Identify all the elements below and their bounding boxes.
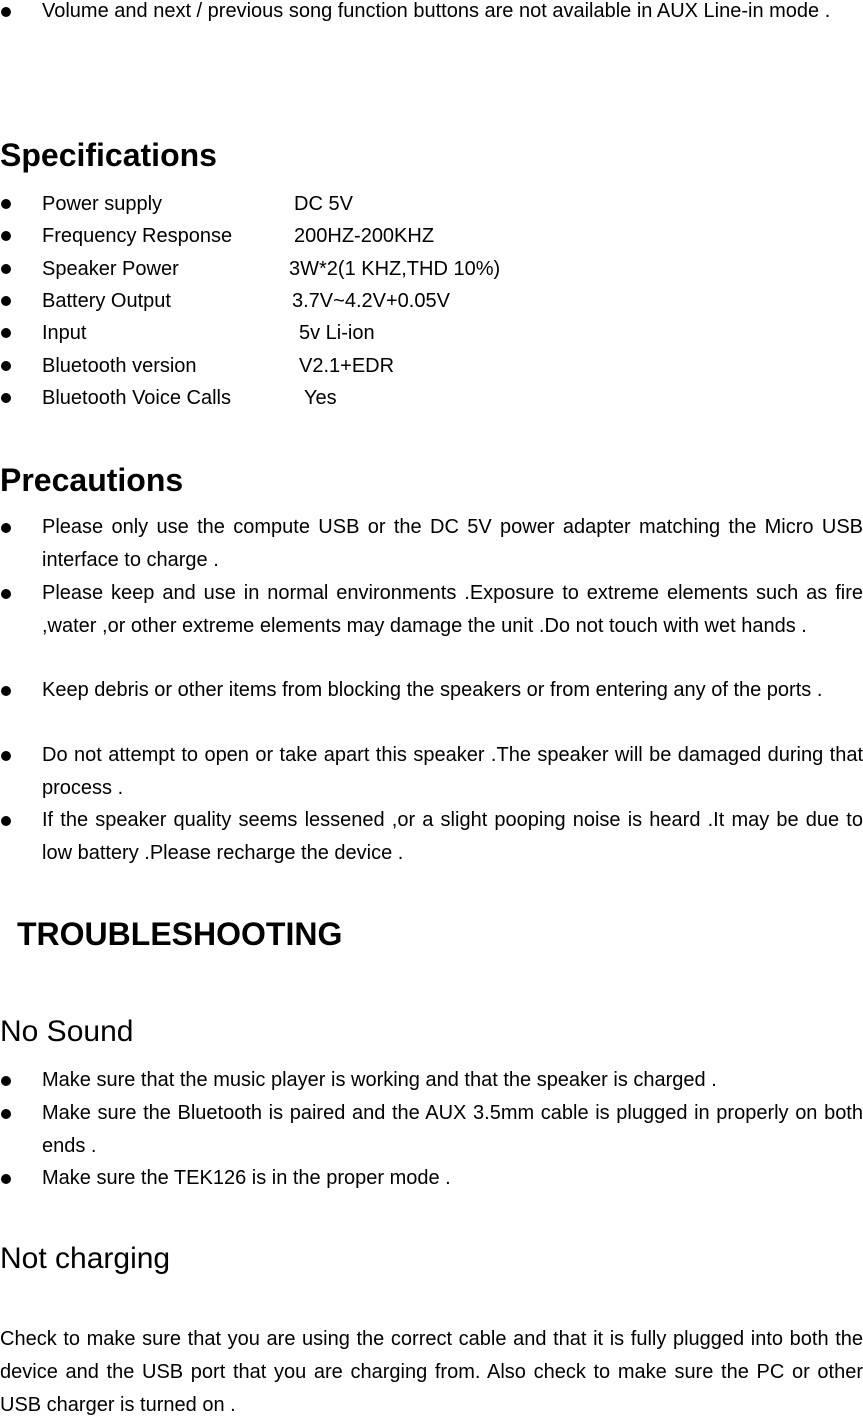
spec-value: V2.1+EDR [299, 355, 395, 377]
spec-value: DC 5V [294, 193, 353, 215]
precaution-text: Keep debris or other items from blocking the speakers or from entering any of the ports . [42, 679, 823, 701]
troubleshooting-heading: TROUBLESHOOTING [17, 916, 343, 952]
spec-value: Yes [304, 387, 337, 409]
bullet-icon [1, 199, 11, 209]
precaution-item [0, 577, 863, 642]
spec-label: Bluetooth Voice Calls [42, 387, 232, 409]
spec-value: 5v Li-ion [299, 322, 375, 344]
bullet-icon [1, 523, 11, 533]
bullet-icon [1, 361, 11, 371]
spec-label: Speaker Power [42, 258, 179, 280]
bullet-icon [1, 589, 11, 599]
not-charging-paragraph: Check to make sure that you are using the correct cable and that it is fully plugged into both the device and the USB port that you are charging from. Also check to make sure the PC or other USB charger is turned on . [0, 1328, 863, 1416]
bullet-icon [1, 816, 11, 826]
precautions-heading: Precautions [0, 462, 184, 498]
bullet-icon [1, 751, 11, 761]
no-sound-item [0, 1097, 863, 1162]
specifications-heading: Specifications [0, 137, 217, 173]
precaution-item [0, 674, 863, 707]
no-sound-heading: No Sound [0, 1015, 134, 1048]
no-sound-text: Make sure the TEK126 is in the proper mode . [42, 1167, 451, 1189]
bullet-icon [1, 1174, 11, 1184]
bullet-icon [1, 393, 11, 403]
spec-value: 3.7V~4.2V+0.05V [292, 290, 450, 312]
no-sound-text: Make sure that the music player is working and that the speaker is charged . [42, 1069, 717, 1091]
not-charging-heading: Not charging [0, 1242, 171, 1275]
spec-label: Input [42, 322, 87, 344]
bullet-icon [1, 328, 11, 338]
bullet-icon [1, 7, 11, 17]
precaution-item [0, 739, 863, 804]
no-sound-item [0, 1064, 863, 1097]
intro-bullet [0, 0, 863, 28]
bullet-icon [1, 264, 11, 274]
precaution-text: Please only use the compute USB or the DC 5V power adapter matching the Micro USB interface to charge . [42, 516, 863, 571]
spec-label: Frequency Response [42, 225, 233, 247]
intro-bullet-text: Volume and next / previous song function buttons are not available in AUX Line-in mode . [42, 0, 831, 22]
bullet-icon [1, 296, 11, 306]
precaution-item [0, 804, 863, 869]
bullet-icon [1, 1076, 11, 1086]
spec-value: 3W*2(1 KHZ,THD 10%) [289, 258, 501, 280]
spec-label: Power supply [42, 193, 163, 215]
spec-label: Battery Output [42, 290, 171, 312]
precaution-text: If the speaker quality seems lessened ,or a slight pooping noise is heard .It may be due to low battery .Please recharge the device . [42, 809, 863, 864]
bullet-icon [1, 686, 11, 696]
bullet-icon [1, 1109, 11, 1119]
spec-label: Bluetooth version [42, 355, 197, 377]
precaution-text: Please keep and use in normal environments .Exposure to extreme elements such as fire ,water ,or other extreme elements may damage the unit .Do not touch with wet hands . [42, 582, 863, 637]
no-sound-text: Make sure the Bluetooth is paired and the AUX 3.5mm cable is plugged in properly on both ends . [42, 1102, 863, 1157]
no-sound-item [0, 1162, 863, 1195]
bullet-icon [1, 231, 11, 241]
spec-value: 200HZ-200KHZ [294, 225, 435, 247]
precaution-item [0, 511, 863, 576]
precaution-text: Do not attempt to open or take apart this speaker .The speaker will be damaged during that process . [42, 744, 863, 799]
